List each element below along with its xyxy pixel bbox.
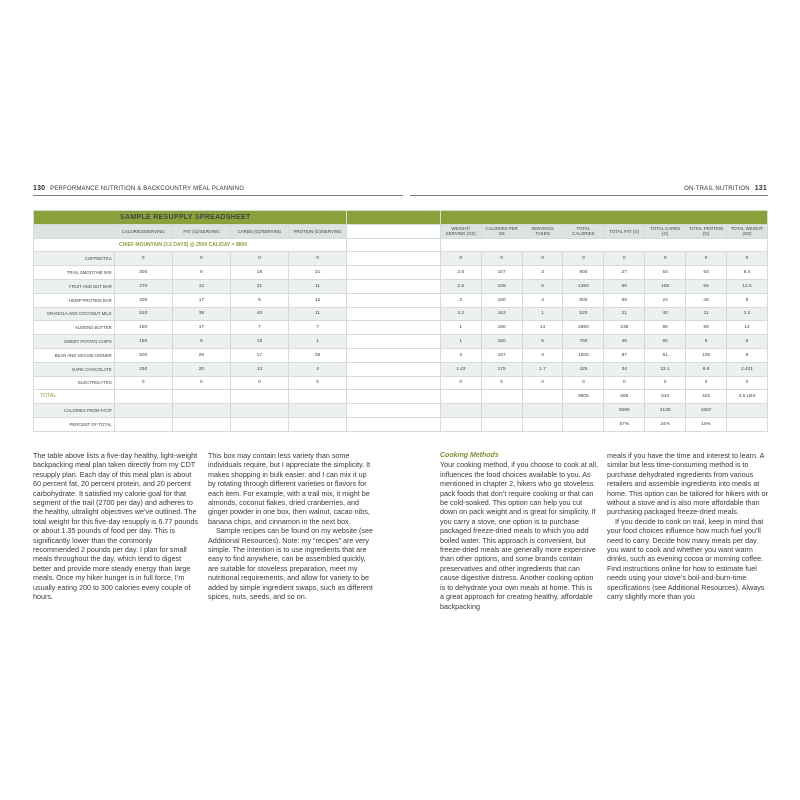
row-value: 1500 [563, 348, 604, 362]
row-value: 0 [289, 376, 347, 390]
row-value: 17 [172, 321, 230, 335]
column-header: WEIGHT/ SERVING (OZ) [440, 224, 481, 238]
row-value: 12.5 [727, 279, 768, 293]
table-row [34, 348, 768, 362]
row-value: 35 [289, 348, 347, 362]
row-value: 0 [481, 252, 522, 266]
row-value: 14 [522, 321, 563, 335]
empty-cell [440, 417, 481, 431]
row-value: 250 [114, 362, 172, 376]
row-value: 108 [481, 279, 522, 293]
row-gap [347, 335, 441, 349]
section-gap [347, 238, 441, 252]
column-header [347, 224, 441, 238]
body-paragraph: Your cooking method, if you choose to cook at all, influences the food choices available to you. As mentioned in chapter 2, hikers who go stoveless pack foods that don’t require cooking or that can be cold-soaked. This option can help you cut down on pack weight and is great for simplicity. If you carry a stove, one option is to purchase packaged freeze-dried meals to which you add boiled water. This approach is convenient, but freeze-dried meals are generally more expensive than other options, and some brands contain preservatives and other ingredients that can cause digestive distress. Another cooking option is to dehydrate your own meals at home. This is a great approach for creating healthy, affordable backpacking [440, 460, 598, 611]
empty-cell [289, 417, 347, 431]
row-value: 4 [522, 293, 563, 307]
empty-cell [563, 404, 604, 418]
total-carbs: 534 [645, 390, 686, 404]
row-value: 5 [522, 335, 563, 349]
empty-cell [230, 404, 288, 418]
row-label: ALMOND BUTTER [34, 321, 115, 335]
row-value: 55 [686, 279, 727, 293]
column-header: TOTAL PROTEIN (G) [686, 224, 727, 238]
body-paragraph: The table above lists a five-day healthy, light-weight backpacking meal plan taken directly from my CDT resupply plan. Each day of this meal plan is about 60 percent fat, 20 percent protein, and 20 percent carbohydrate. It satisfied my calorie goal for that segment of the trail (2700 per day) and adheres to the healthy, ultralight objectives we’ve outlined. The total weight for this five-day resupply is 6.77 pounds or about 1.35 pounds of food per day. This is significantly lower than the commonly recommended 2 pounds per day. I plan for small meals throughout the day, which tend to digest better and provide more steady energy than large meals. Once my hiker hunger is in full force, I’m usually eating 200 to 300 calories every couple of hours. [33, 451, 199, 602]
body-paragraph: If you decide to cook on trail, keep in mind that your food choices influence how much fuel you’ll need to carry. Decide how many meals per day you want to cook and whether you want warm drinks, such as evening cocoa or morning coffee. Find instructions online for how to estimate fuel needs using your stove’s boil-and-burn-time specifications (see Additional Resources). Always carry slightly more than you [607, 516, 765, 602]
summary-fat: 5085 [604, 404, 645, 418]
left-header-rule [33, 195, 403, 196]
row-value: 93 [686, 266, 727, 280]
empty-cell [114, 404, 172, 418]
row-value: 31 [230, 279, 288, 293]
row-value: 1350 [563, 279, 604, 293]
row-value: 520 [563, 307, 604, 321]
column-header: TOTAL WEIGHT (OZ) [727, 224, 768, 238]
row-value: 0 [645, 252, 686, 266]
row-value: 9 [727, 348, 768, 362]
empty-cell [481, 390, 522, 404]
table-title-fill [440, 211, 767, 225]
row-gap [347, 362, 441, 376]
row-value: 2.8 [440, 266, 481, 280]
row-value: 1.43 [440, 362, 481, 376]
row-value: 11 [289, 279, 347, 293]
body-paragraph: meals if you have the time and interest to learn. A similar but less time-consuming method is to purchase dehydrated ingredients from various retailers and assemble ingredients into meals at home. This option can be tailored for hikers with or without a stove and is also more affordable than purchasing packaged freeze-dried meals. [607, 451, 768, 517]
summary-row [34, 417, 768, 431]
cooking-methods-heading: Cooking Methods [440, 452, 499, 459]
summary-label: PERCENT OF TOTAL [34, 417, 115, 431]
empty-cell [114, 417, 172, 431]
column-header [34, 224, 115, 238]
row-value: 425 [563, 362, 604, 376]
row-value: 5 [522, 279, 563, 293]
row-value: 51 [645, 348, 686, 362]
summary-label: CALORIES FROM F/C/P [34, 404, 115, 418]
row-value: 22.1 [645, 362, 686, 376]
row-value: 1 [289, 335, 347, 349]
row-value: 18 [230, 266, 288, 280]
row-value: 40 [230, 307, 288, 321]
right-header-rule [410, 195, 768, 196]
row-value: 0 [686, 376, 727, 390]
row-gap [347, 376, 441, 390]
table-title: SAMPLE RESUPPLY SPREADSHEET [34, 211, 347, 225]
row-value: 0 [522, 376, 563, 390]
row-value: 3 [522, 266, 563, 280]
section-fill [440, 238, 767, 252]
row-value: 9 [172, 335, 230, 349]
empty-cell [522, 417, 563, 431]
row-label: COFFEE/TEA [34, 252, 115, 266]
row-value: 0 [172, 376, 230, 390]
left-page-number: 130 [33, 185, 46, 192]
right-header-title: ON-TRAIL NUTRITION [684, 186, 750, 192]
row-value: 238 [604, 321, 645, 335]
row-gap [347, 417, 441, 431]
total-calories: 8905 [563, 390, 604, 404]
empty-cell [563, 417, 604, 431]
row-label: DARK CHOCOLATE [34, 362, 115, 376]
row-value: 0 [230, 376, 288, 390]
row-value: 150 [481, 335, 522, 349]
row-value: 900 [563, 266, 604, 280]
row-value: 27 [604, 266, 645, 280]
row-gap [347, 307, 441, 321]
row-value: 2 [440, 293, 481, 307]
section-label: CHIEF MOUNTAIN (3.5 DAYS) @ 2500 CAL/DAY = 8800 [34, 238, 347, 252]
row-value: 0 [522, 252, 563, 266]
row-value: 0 [481, 376, 522, 390]
row-value: 190 [481, 321, 522, 335]
empty-cell [172, 404, 230, 418]
table-section-row [34, 238, 768, 252]
summary-row [34, 404, 768, 418]
row-gap [347, 293, 441, 307]
row-value: 20 [172, 362, 230, 376]
row-label: ELECTROLYTES [34, 376, 115, 390]
table-row [34, 307, 768, 321]
table-header-row [34, 224, 768, 238]
row-gap [347, 279, 441, 293]
body-paragraph: Sample recipes can be found on my website (see Additional Resources). Note: my “recipes” are very simple. The intention is to use ingredients that are easy to find anywhere, can be assembled quickly, are suitable for stoveless preparation, meet my nutritional requirements, and allow for variety to be added by simple ingredient swaps, such as different spices, nuts, seeds, and so on. [208, 526, 374, 602]
empty-cell [172, 417, 230, 431]
row-value: 12 [172, 279, 230, 293]
row-value: 1 [440, 321, 481, 335]
row-value: 8 [727, 293, 768, 307]
left-header-title: PERFORMANCE NUTRITION & BACKCOUNTRY MEAL PLANNING [50, 186, 245, 192]
summary-carbs: 24% [645, 417, 686, 431]
row-value: 11 [289, 307, 347, 321]
empty-cell [440, 390, 481, 404]
row-value: 0 [289, 252, 347, 266]
row-value: 3.2 [727, 307, 768, 321]
summary-fat: 57% [604, 417, 645, 431]
row-value: 175 [481, 362, 522, 376]
row-gap [347, 266, 441, 280]
row-value: 7 [230, 321, 288, 335]
row-value: 8.4 [727, 266, 768, 280]
empty-cell [172, 390, 230, 404]
column-header: FAT (G)/SERVING [172, 224, 230, 238]
row-label: GRANOLA AND COCONUT MILK [34, 307, 115, 321]
row-value: 150 [114, 335, 172, 349]
column-header: TOTAL CALORIES [563, 224, 604, 238]
row-value: 0 [727, 252, 768, 266]
row-value: 31 [289, 266, 347, 280]
row-label: HEMP PROTEIN BAR [34, 293, 115, 307]
empty-cell [481, 417, 522, 431]
row-value: 163 [481, 307, 522, 321]
table-row [34, 293, 768, 307]
row-value: 98 [645, 321, 686, 335]
row-value: 90 [645, 335, 686, 349]
table-row [34, 252, 768, 266]
row-value: 5 [686, 335, 727, 349]
summary-protein: 19% [686, 417, 727, 431]
empty-cell [522, 404, 563, 418]
column-header: CARBS (G)/SERVING [230, 224, 288, 238]
row-value: 520 [114, 307, 172, 321]
column-header: TOTAL FAT (G) [604, 224, 645, 238]
resupply-spreadsheet [33, 210, 768, 432]
text-column-1 [33, 451, 198, 602]
row-value: 200 [114, 293, 172, 307]
row-value: 38 [172, 307, 230, 321]
row-value: 9 [172, 266, 230, 280]
empty-cell [727, 404, 768, 418]
row-value: 6.8 [686, 362, 727, 376]
row-value: 0 [563, 252, 604, 266]
row-value: 2.431 [727, 362, 768, 376]
row-value: 0 [230, 252, 288, 266]
row-value: 190 [114, 321, 172, 335]
row-value: 17 [172, 293, 230, 307]
row-value: 3 [440, 348, 481, 362]
row-value: 0 [440, 252, 481, 266]
row-label: BEAN AND VEGGIE DINNER [34, 348, 115, 362]
empty-cell [440, 404, 481, 418]
row-value: 48 [686, 293, 727, 307]
row-value: 13 [230, 362, 288, 376]
row-value: 0 [727, 376, 768, 390]
text-column-2 [208, 451, 373, 602]
empty-cell [289, 390, 347, 404]
row-value: 54 [645, 266, 686, 280]
total-fat: 565 [604, 390, 645, 404]
row-value: 5 [727, 335, 768, 349]
text-column-4 [607, 451, 768, 602]
left-running-header [33, 185, 244, 192]
row-value: 2660 [563, 321, 604, 335]
total-protein: 422 [686, 390, 727, 404]
row-gap [347, 348, 441, 362]
right-running-header [684, 185, 767, 192]
row-label: SWEET POTATO CHIPS [34, 335, 115, 349]
column-header: CALORIES PER OZ [481, 224, 522, 238]
row-value: 0 [563, 376, 604, 390]
empty-cell [230, 417, 288, 431]
total-weight: 3.9 LBS [727, 390, 768, 404]
empty-cell [289, 404, 347, 418]
row-value: 3.2 [440, 307, 481, 321]
table-row [34, 279, 768, 293]
row-value: 107 [481, 266, 522, 280]
body-paragraph: This box may contain less variety than some individuals require, but I appreciate the simplicity. It makes shopping in bulk easier, and I can mix it up by rotating through different varieties or flavors for each item. For example, with a trail mix, it might be almonds, coconut flakes, dried cranberries, and ginger powder in one box, then walnut, cacao nibs, banana chips, and cinnamon in the next box. [208, 451, 371, 526]
empty-cell [230, 390, 288, 404]
row-value: 4 [289, 362, 347, 376]
table-title-gap [347, 211, 441, 225]
row-value: 300 [114, 266, 172, 280]
row-gap [347, 404, 441, 418]
row-value: 2.5 [440, 279, 481, 293]
row-value: 98 [686, 321, 727, 335]
row-value: 0 [604, 252, 645, 266]
table-row [34, 335, 768, 349]
row-gap [347, 390, 441, 404]
row-value: 100 [481, 293, 522, 307]
row-value: 500 [114, 348, 172, 362]
column-header: CALORIES/SERVING [114, 224, 172, 238]
row-value: 105 [686, 348, 727, 362]
row-value: 0 [686, 252, 727, 266]
row-value: 29 [172, 348, 230, 362]
row-gap [347, 252, 441, 266]
row-value: 3 [522, 348, 563, 362]
total-label: TOTAL [34, 390, 115, 404]
table-row [34, 266, 768, 280]
row-value: 0 [604, 376, 645, 390]
row-value: 60 [604, 279, 645, 293]
row-value: 68 [604, 293, 645, 307]
row-value: 17 [230, 348, 288, 362]
row-value: 87 [604, 348, 645, 362]
row-value: 750 [563, 335, 604, 349]
summary-carbs: 2136 [645, 404, 686, 418]
row-value: 1 [522, 307, 563, 321]
empty-cell [481, 404, 522, 418]
row-value: 21 [604, 307, 645, 321]
row-value: 0 [114, 376, 172, 390]
table-row [34, 362, 768, 376]
row-value: 155 [645, 279, 686, 293]
column-header: PROTEIN (G)/SERVING [289, 224, 347, 238]
empty-cell [727, 417, 768, 431]
row-value: 7 [289, 321, 347, 335]
row-value: 34 [604, 362, 645, 376]
row-value: 0 [172, 252, 230, 266]
row-value: 12 [289, 293, 347, 307]
row-value: 270 [114, 279, 172, 293]
table-row [34, 376, 768, 390]
row-value: 14 [727, 321, 768, 335]
table-row [34, 321, 768, 335]
row-gap [347, 321, 441, 335]
row-label: TRAIL SMOOTHIE MIX [34, 266, 115, 280]
row-value: 45 [604, 335, 645, 349]
text-column-3 [440, 451, 598, 611]
table-title-row [34, 211, 768, 225]
row-value: 6 [230, 293, 288, 307]
summary-protein: 1687 [686, 404, 727, 418]
empty-cell [522, 390, 563, 404]
right-page-number: 131 [754, 185, 767, 192]
column-header: TOTAL CARBS (G) [645, 224, 686, 238]
row-value: 800 [563, 293, 604, 307]
row-label: FRUIT AND NUT BAR [34, 279, 115, 293]
row-value: 167 [481, 348, 522, 362]
row-value: 1.7 [522, 362, 563, 376]
row-value: 18 [230, 335, 288, 349]
row-value: 0 [114, 252, 172, 266]
row-value: 40 [645, 307, 686, 321]
row-value: 0 [440, 376, 481, 390]
row-value: 24 [645, 293, 686, 307]
empty-cell [114, 390, 172, 404]
row-value: 11 [686, 307, 727, 321]
column-header: SERVINGS TAKEN [522, 224, 563, 238]
row-value: 1 [440, 335, 481, 349]
row-value: 0 [645, 376, 686, 390]
total-row [34, 390, 768, 404]
